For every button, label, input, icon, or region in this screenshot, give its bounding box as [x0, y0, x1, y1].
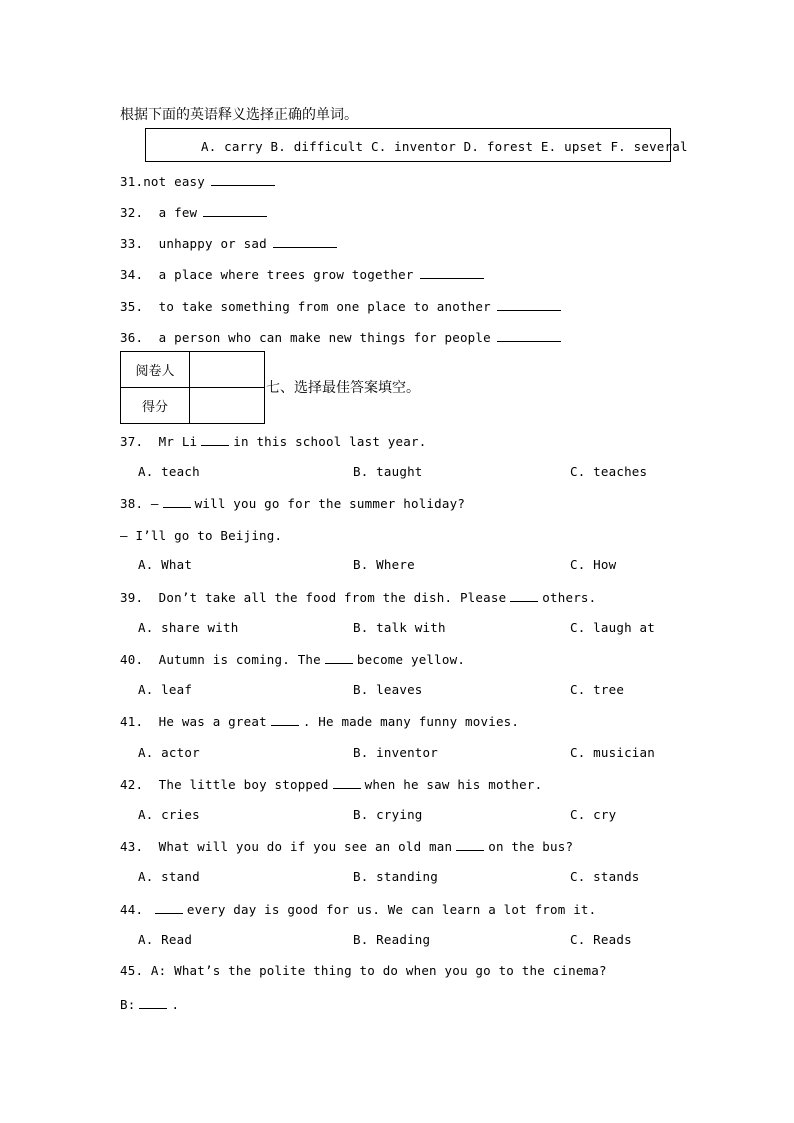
question-number: 37. [120, 434, 144, 449]
answer-blank[interactable] [211, 173, 275, 186]
question-38 [120, 495, 465, 511]
question-number: 42. [120, 777, 144, 792]
definition-text: not easy [143, 174, 205, 189]
option-c[interactable]: C. cry [570, 807, 617, 822]
question-text-after: in this school last year. [233, 434, 427, 449]
score-label: 得分 [121, 388, 190, 424]
question-41 [120, 713, 519, 729]
section-title: 七、选择最佳答案填空。 [266, 380, 420, 396]
option-c[interactable]: C. stands [570, 869, 640, 884]
question-number: 45. [120, 963, 144, 978]
question-text-before: — [150, 496, 159, 511]
question-blank[interactable] [139, 996, 167, 1009]
answer-blank[interactable] [273, 235, 337, 248]
question-blank[interactable] [456, 838, 484, 851]
question-37 [120, 433, 426, 449]
question-43 [120, 838, 573, 854]
answer-blank[interactable] [420, 266, 484, 279]
question-40 [120, 651, 465, 667]
option-c[interactable]: C. teaches [570, 464, 648, 479]
definition-31 [120, 173, 275, 189]
question-number: 41. [120, 714, 144, 729]
question-number: 38. [120, 496, 144, 511]
option-c[interactable]: C. How [570, 557, 617, 572]
definition-text: to take something from one place to another [158, 299, 491, 314]
question-42 [120, 776, 542, 792]
option-c[interactable]: C. Reads [570, 932, 632, 947]
question-blank[interactable] [510, 589, 538, 602]
option-a[interactable]: A. stand [138, 869, 200, 884]
question-text-before: What will you do if you see an old man [158, 839, 453, 854]
answer-blank[interactable] [497, 329, 561, 342]
option-c[interactable]: C. musician [570, 745, 655, 760]
question-text-after: on the bus? [488, 839, 574, 854]
option-b[interactable]: B. Reading [353, 932, 431, 947]
option-b[interactable]: B. Where [353, 557, 415, 572]
question-number: 43. [120, 839, 144, 854]
question-45 [120, 963, 607, 978]
option-a[interactable]: A. teach [138, 464, 200, 479]
definition-number: 31. [120, 174, 144, 189]
option-a[interactable]: A. leaf [138, 682, 193, 697]
definition-number: 35. [120, 299, 144, 314]
section-instruction: 根据下面的英语释义选择正确的单词。 [120, 107, 358, 123]
answer-blank[interactable] [203, 204, 267, 217]
question-number: 44. [120, 902, 144, 917]
definition-34 [120, 266, 484, 282]
definition-text: a few [158, 205, 198, 220]
question-39 [120, 589, 596, 605]
question-text-after: become yellow. [356, 652, 466, 667]
score-cell [190, 388, 265, 424]
option-a[interactable]: A. cries [138, 807, 200, 822]
option-a[interactable]: A. Read [138, 932, 193, 947]
question-text-after: . He made many funny movies. [302, 714, 520, 729]
question-45-answer-line [120, 996, 179, 1012]
option-c[interactable]: C. laugh at [570, 620, 655, 635]
grader-cell [190, 352, 265, 388]
definition-number: 32. [120, 205, 144, 220]
option-b[interactable]: B. talk with [353, 620, 446, 635]
option-b[interactable]: B. inventor [353, 745, 438, 760]
question-38-reply: — I’ll go to Beijing. [120, 528, 283, 543]
word-bank-box [145, 128, 688, 162]
question-number: 39. [120, 590, 144, 605]
score-table [120, 351, 265, 424]
definition-33 [120, 235, 337, 251]
question-text-after: will you go for the summer holiday? [194, 496, 466, 511]
option-a[interactable]: A. What [138, 557, 193, 572]
definition-35 [120, 298, 561, 314]
answer-blank[interactable] [497, 298, 561, 311]
question-text-before: He was a great [158, 714, 267, 729]
option-b[interactable]: B. standing [353, 869, 438, 884]
question-text-after: . [171, 997, 180, 1012]
definition-number: 34. [120, 267, 144, 282]
definition-number: 33. [120, 236, 144, 251]
definition-32 [120, 204, 267, 220]
option-b[interactable]: B. leaves [353, 682, 423, 697]
option-c[interactable]: C. tree [570, 682, 625, 697]
word-bank-options: A. carry B. difficult C. inventor D. forest E. upset F. several [201, 139, 688, 154]
question-blank[interactable] [163, 495, 191, 508]
question-text-before: Mr Li [158, 434, 198, 449]
question-text-before: Autumn is coming. The [158, 652, 321, 667]
option-a[interactable]: A. share with [138, 620, 239, 635]
question-text-before: The little boy stopped [158, 777, 329, 792]
question-text: A: What’s the polite thing to do when you go to the cinema? [150, 963, 607, 978]
question-44 [120, 901, 596, 917]
speaker-label: B: [120, 997, 136, 1012]
question-number: 40. [120, 652, 144, 667]
question-blank[interactable] [325, 651, 353, 664]
question-text-after: when he saw his mother. [364, 777, 543, 792]
question-blank[interactable] [271, 713, 299, 726]
question-blank[interactable] [201, 433, 229, 446]
definition-number: 36. [120, 330, 144, 345]
definition-text: a place where trees grow together [158, 267, 414, 282]
grader-label: 阅卷人 [121, 352, 190, 388]
question-text-after: others. [542, 590, 597, 605]
question-blank[interactable] [333, 776, 361, 789]
question-blank[interactable] [155, 901, 183, 914]
definition-text: unhappy or sad [158, 236, 267, 251]
option-b[interactable]: B. crying [353, 807, 423, 822]
definition-36 [120, 329, 561, 345]
definition-text: a person who can make new things for people [158, 330, 491, 345]
question-text-after: every day is good for us. We can learn a lot from it. [186, 902, 597, 917]
question-text-before: Don’t take all the food from the dish. Please [158, 590, 507, 605]
option-b[interactable]: B. taught [353, 464, 423, 479]
option-a[interactable]: A. actor [138, 745, 200, 760]
